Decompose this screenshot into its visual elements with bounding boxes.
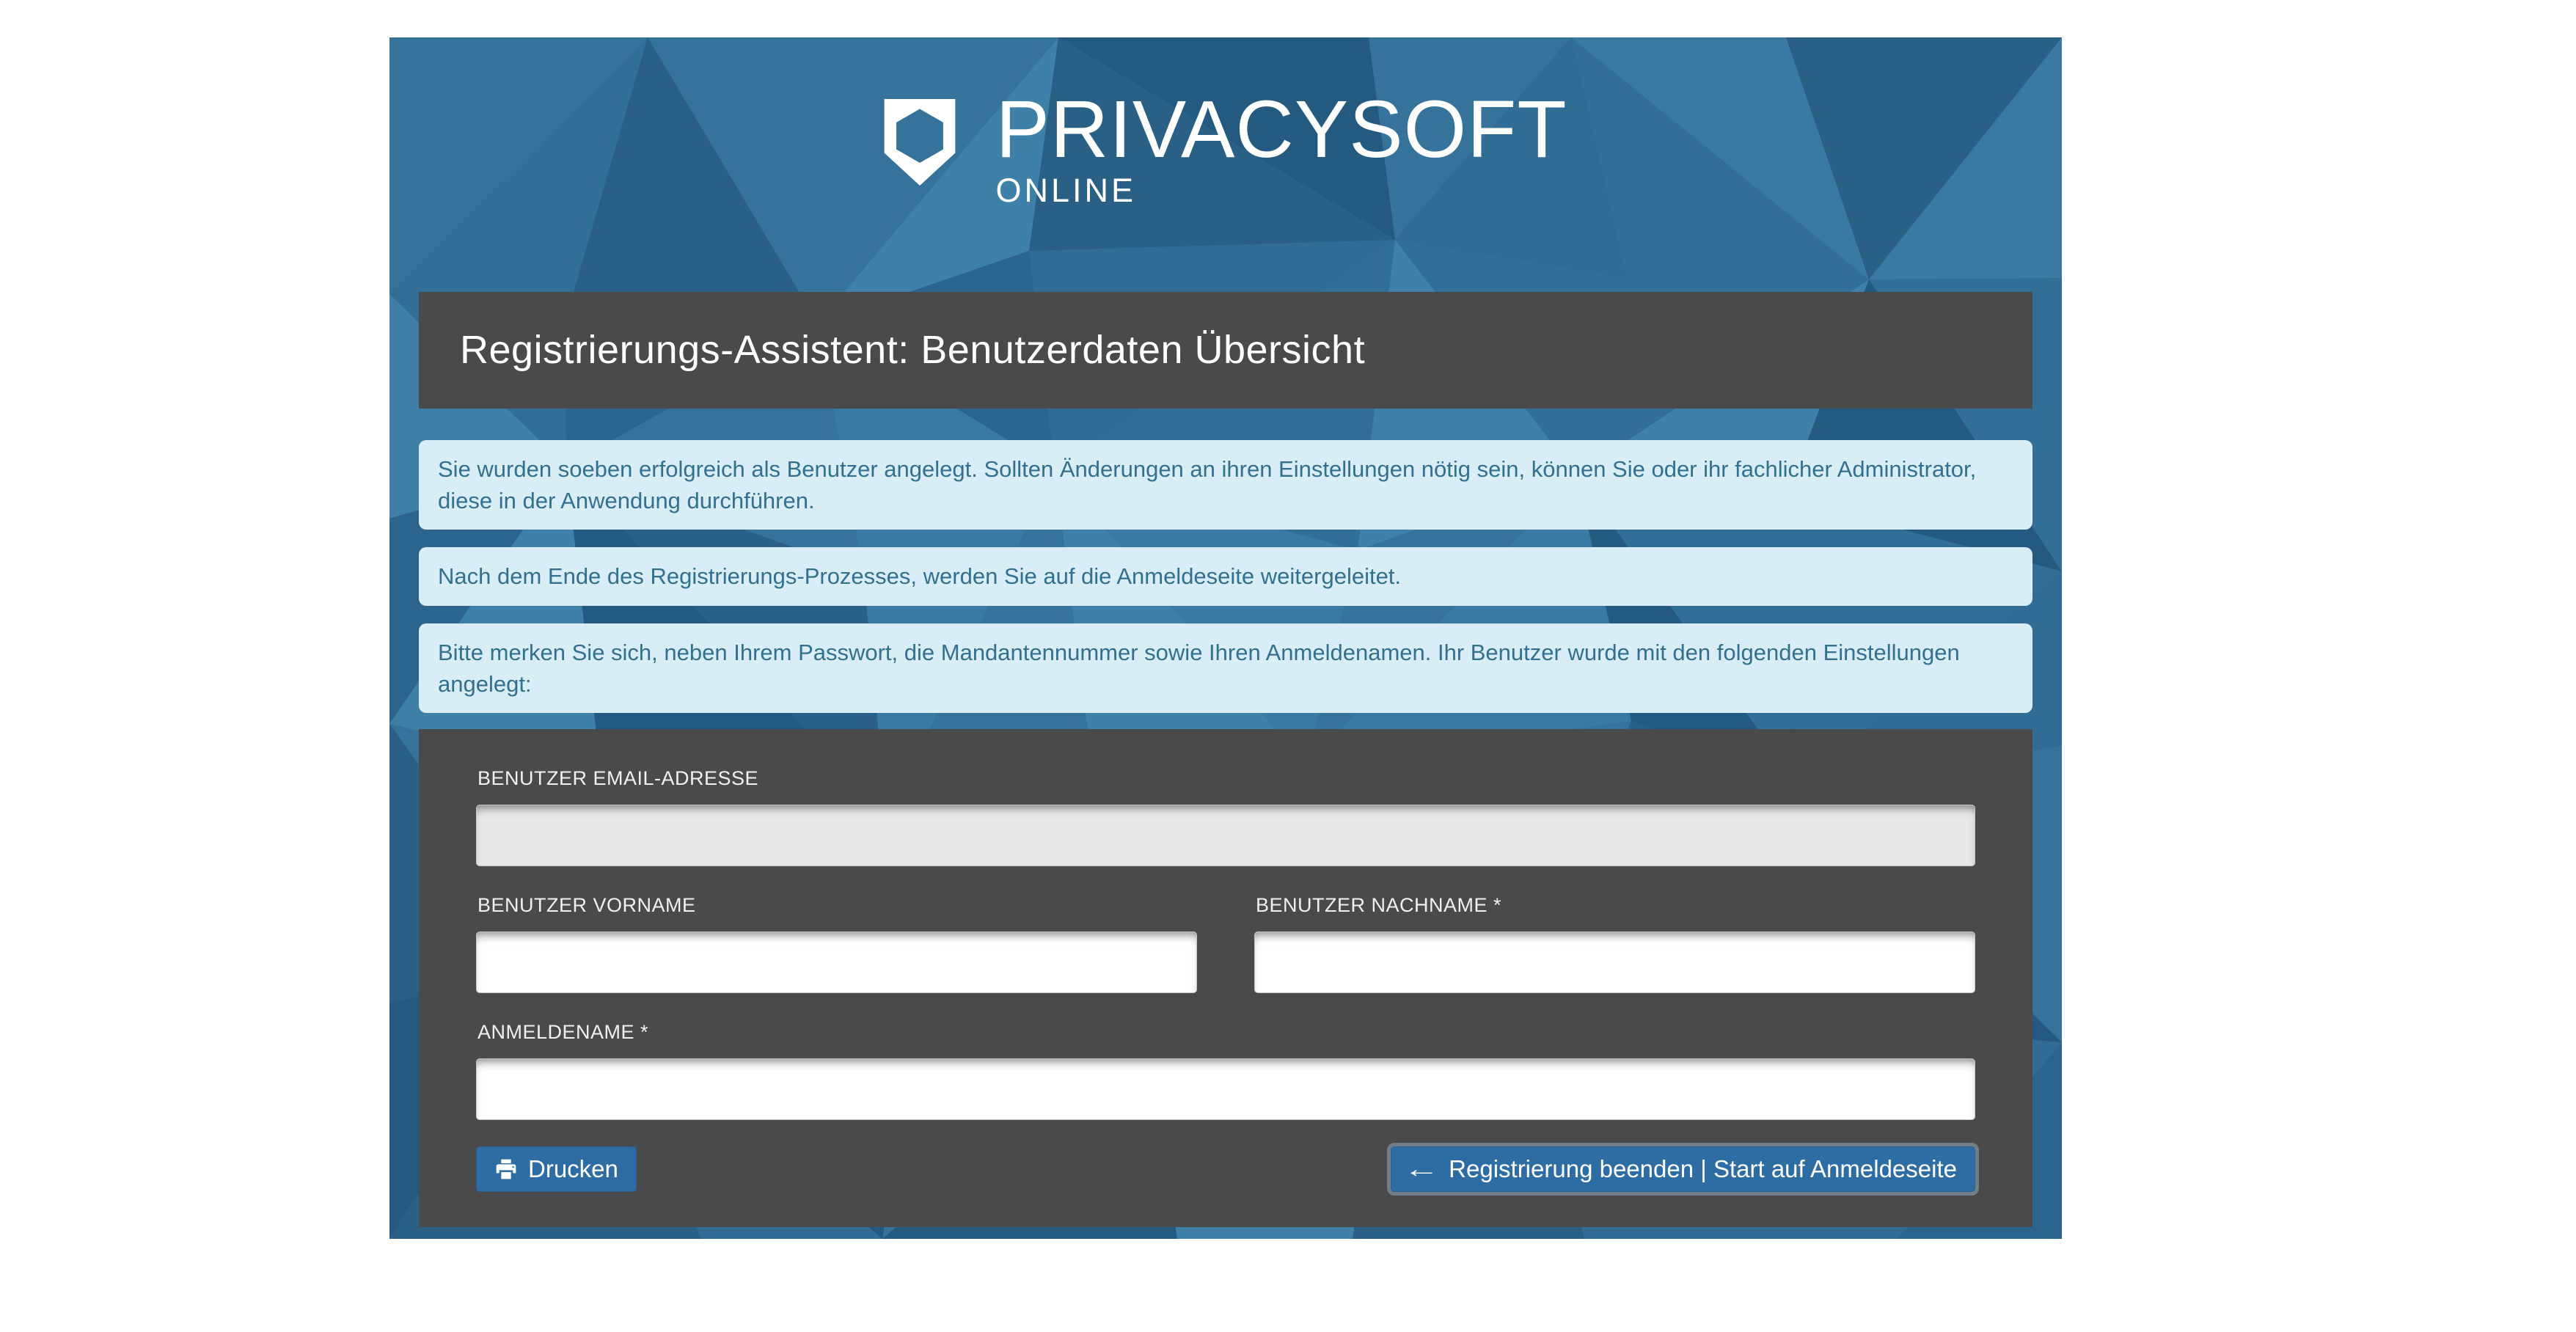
shield-logo-icon [884, 99, 956, 186]
left-arrow-icon: ← [1403, 1154, 1440, 1183]
page-title: Registrierungs-Assistent: Benutzerdaten Übersicht [460, 328, 1366, 372]
user-data-form [419, 729, 2032, 1227]
firstname-input[interactable] [476, 932, 1197, 993]
alert-redirect-info: Nach dem Ende des Registrierungs-Prozesses, werden Sie auf die Anmeldeseite weitergeleitet. [419, 547, 2032, 605]
page-title-bar [419, 292, 2032, 409]
print-button[interactable] [476, 1146, 637, 1192]
firstname-field-group [476, 894, 1197, 993]
printer-icon [494, 1157, 518, 1181]
lastname-field-group [1254, 894, 1975, 993]
name-fields-row [476, 894, 1975, 993]
loginname-field-group [476, 1021, 1975, 1120]
firstname-label: BENUTZER VORNAME [477, 894, 696, 917]
email-field-group [476, 767, 1975, 866]
logo [419, 37, 2032, 210]
lastname-label: BENUTZER NACHNAME * [1256, 894, 1502, 917]
brand-name: PRIVACYSOFT [995, 84, 1567, 175]
content-area [389, 37, 2062, 1239]
email-input [476, 805, 1975, 866]
alert-user-created: Sie wurden soeben erfolgreich als Benutzer angelegt. Sollten Änderungen an ihren Einstellungen nötig sein, können Sie oder ihr fachlicher Administrator, diese in der Anwendung durchführen. [419, 440, 2032, 530]
finish-button-label: Registrierung beenden | Start auf Anmeldeseite [1449, 1155, 1957, 1183]
brand-subtitle: ONLINE [995, 171, 1136, 209]
loginname-label: ANMELDENAME * [477, 1021, 649, 1044]
logo-text [995, 84, 1567, 210]
finish-registration-button[interactable] [1391, 1146, 1975, 1192]
alert-remember-credentials: Bitte merken Sie sich, neben Ihrem Passwort, die Mandantennummer sowie Ihren Anmeldenamen. Ihr Benutzer wurde mit den folgenden Einstellungen angelegt: [419, 623, 2032, 714]
lastname-input[interactable] [1254, 932, 1975, 993]
loginname-input[interactable] [476, 1058, 1975, 1120]
print-button-label: Drucken [528, 1155, 618, 1183]
email-label: BENUTZER EMAIL-ADRESSE [477, 767, 759, 790]
app-background [389, 37, 2062, 1239]
form-actions [476, 1146, 1975, 1192]
